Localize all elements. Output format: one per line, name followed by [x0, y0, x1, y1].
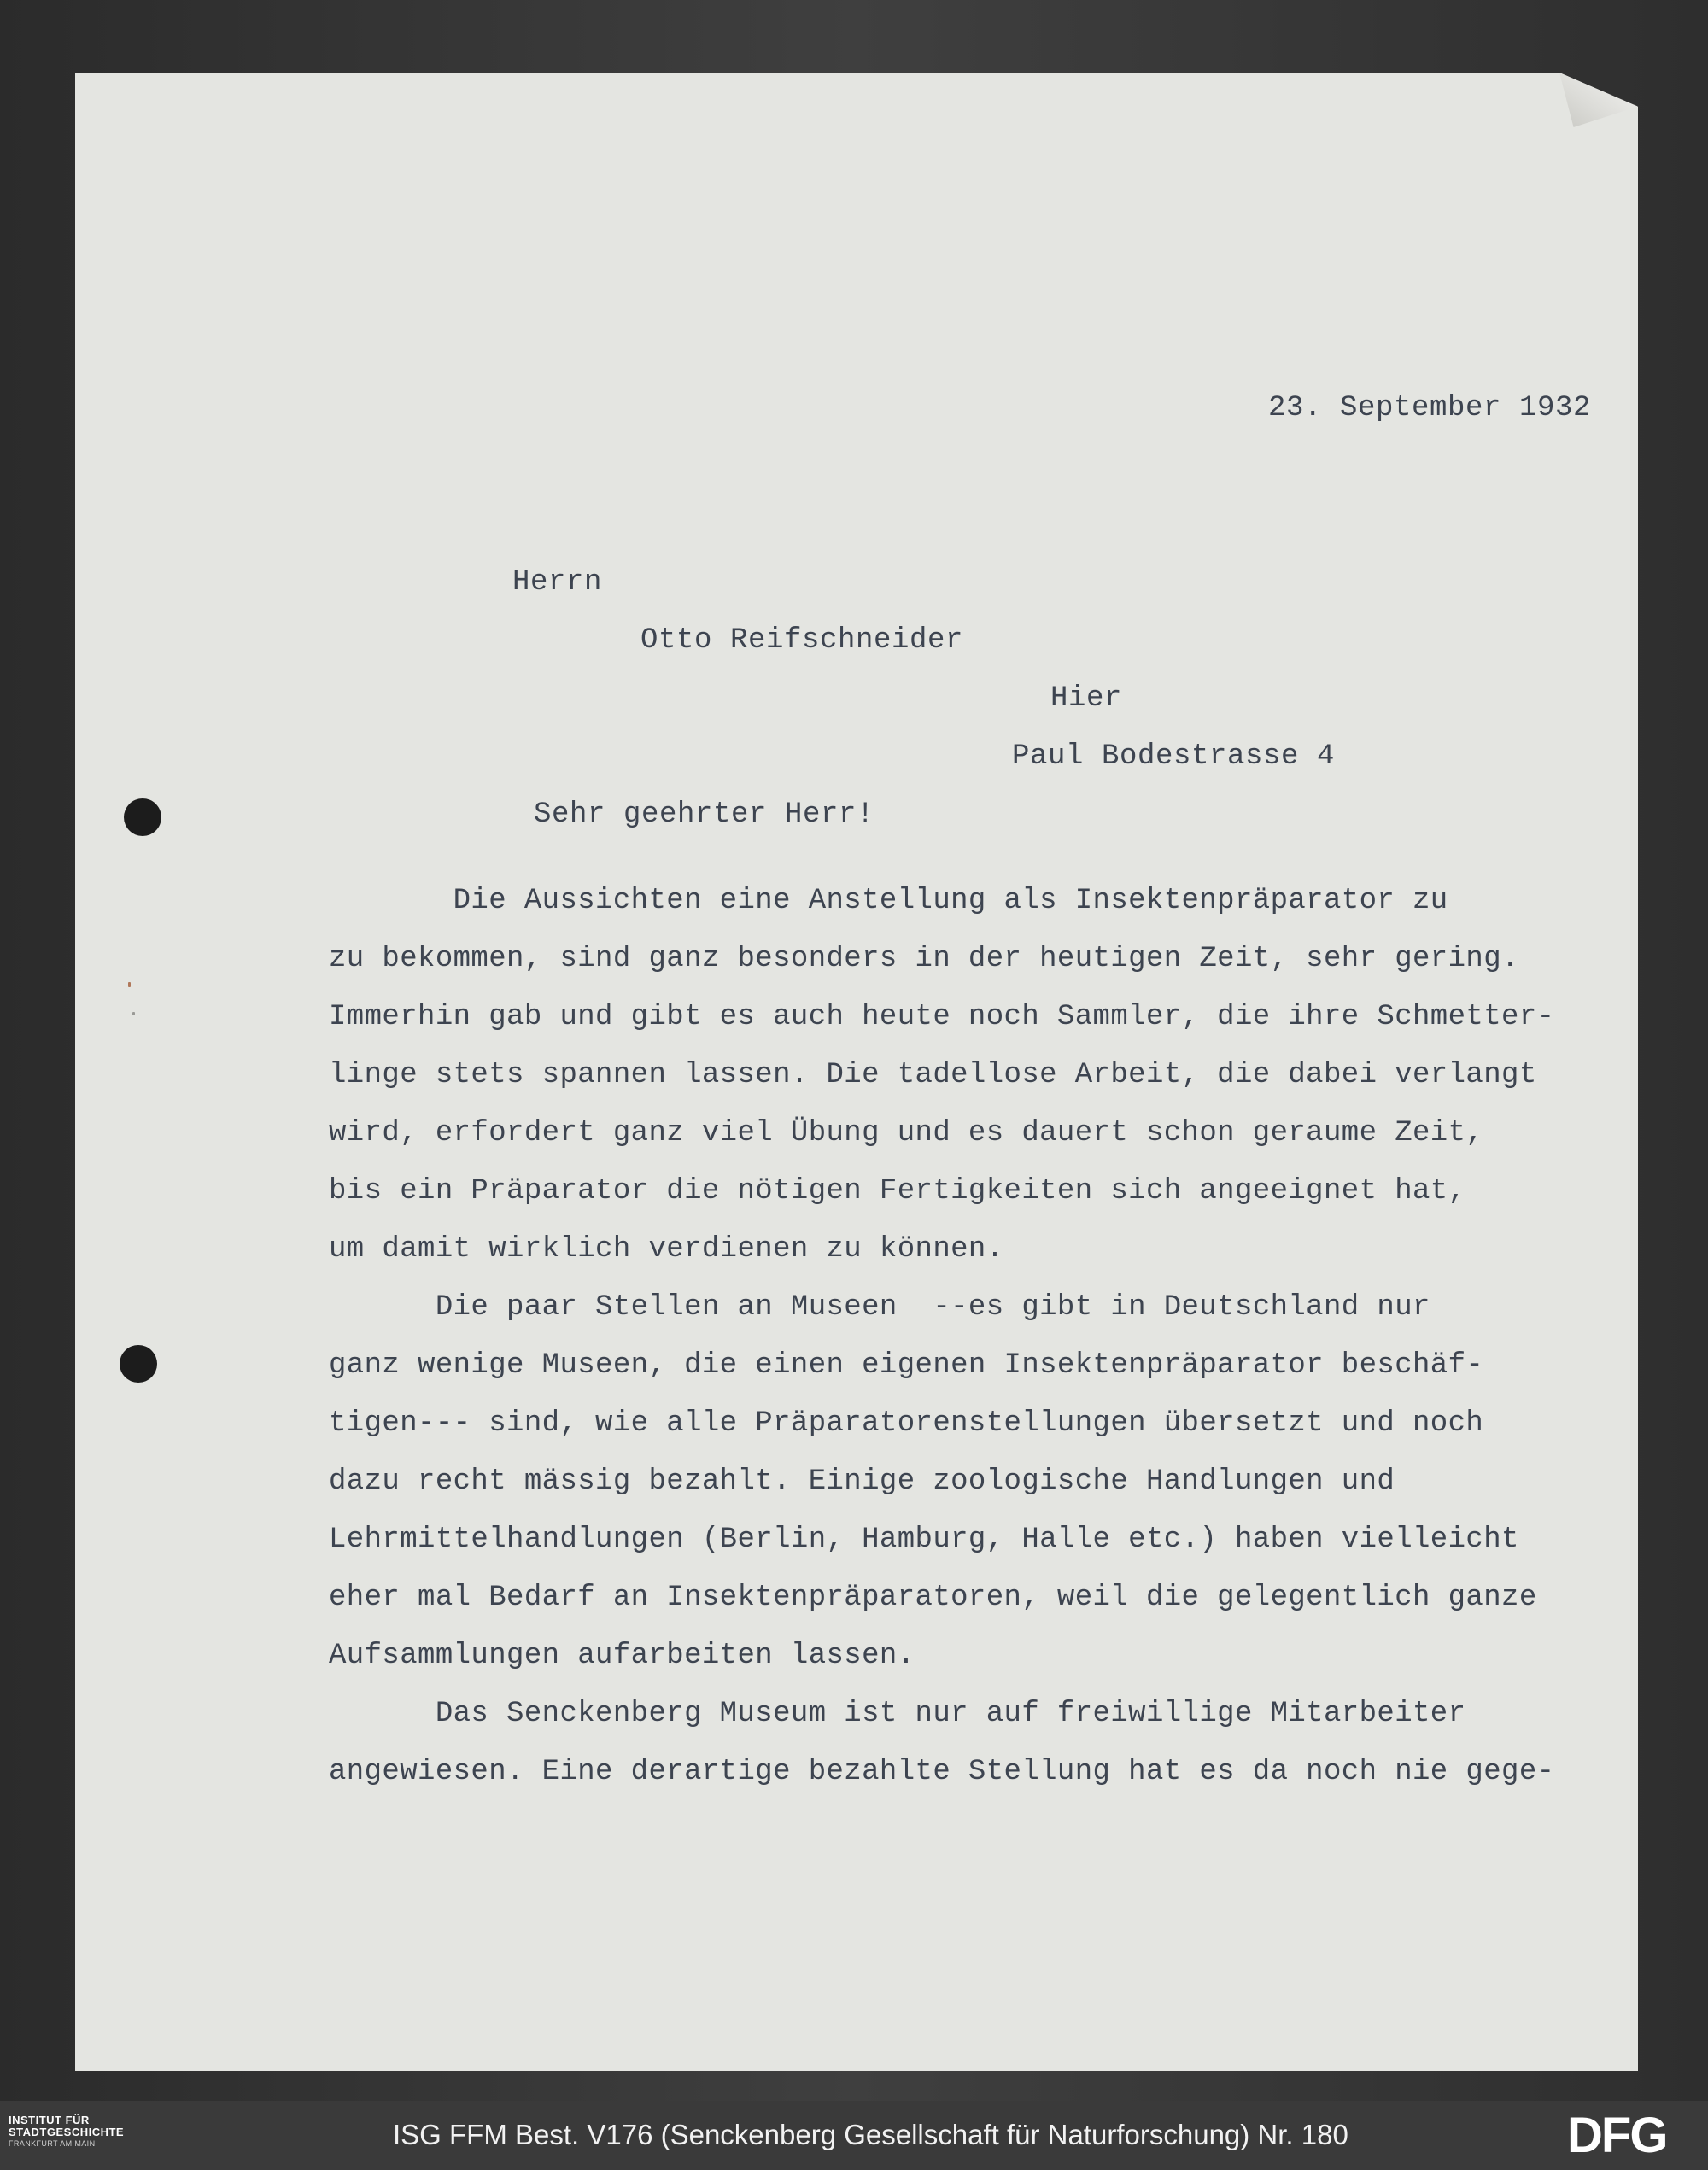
institute-logo [9, 2114, 145, 2149]
recipient-place: Hier [1050, 682, 1123, 715]
body-line: Die Aussichten eine Anstellung als Insektenpräparator zu [329, 885, 1448, 917]
body-line: linge stets spannen lassen. Die tadellose Arbeit, die dabei verlangt [329, 1059, 1537, 1091]
recipient-street: Paul Bodestrasse 4 [1012, 740, 1336, 773]
dfg-logo: DFG [1567, 2108, 1667, 2163]
body-line: ganz wenige Museen, die einen eigenen Insektenpräparator beschäf- [329, 1349, 1484, 1382]
body-line: angewiesen. Eine derartige bezahlte Stellung hat es da noch nie gege- [329, 1756, 1555, 1788]
institute-location: FRANKFURT AM MAIN [9, 2139, 96, 2148]
body-line: dazu recht mässig bezahlt. Einige zoologische Handlungen und [329, 1465, 1395, 1498]
body-line: zu bekommen, sind ganz besonders in der heutigen Zeit, sehr gering. [329, 943, 1519, 975]
body-line: tigen--- sind, wie alle Präparatorenstellungen übersetzt und noch [329, 1407, 1484, 1440]
recipient-name: Otto Reifschneider [640, 624, 964, 657]
letter-date: 23. September 1932 [1268, 392, 1592, 424]
archive-reference: ISG FFM Best. V176 (Senckenberg Gesellschaft für Naturforschung) Nr. 180 [393, 2119, 1348, 2150]
body-line: bis ein Präparator die nötigen Fertigkeiten sich angeeignet hat, [329, 1175, 1466, 1208]
punch-hole-icon [120, 1345, 157, 1383]
archive-footer [0, 2101, 1708, 2170]
body-line: eher mal Bedarf an Insektenpräparatoren, weil die gelegentlich ganze [329, 1582, 1537, 1614]
body-line: Aufsammlungen aufarbeiten lassen. [329, 1640, 915, 1672]
body-line: Die paar Stellen an Museen --es gibt in Deutschland nur [329, 1291, 1430, 1324]
institute-name-line: STADTGESCHICHTE [9, 2126, 125, 2138]
recipient-honorific: Herrn [512, 566, 603, 599]
body-line: Das Senckenberg Museum ist nur auf freiwillige Mitarbeiter [329, 1698, 1466, 1730]
body-line: um damit wirklich verdienen zu können. [329, 1233, 1004, 1266]
punch-hole-icon [124, 798, 161, 836]
body-line: wird, erfordert ganz viel Übung und es dauert schon geraume Zeit, [329, 1117, 1484, 1149]
body-line: Lehrmittelhandlungen (Berlin, Hamburg, Halle etc.) haben vielleicht [329, 1524, 1519, 1556]
ink-speck [132, 1012, 135, 1015]
body-line: Immerhin gab und gibt es auch heute noch Sammler, die ihre Schmetter- [329, 1001, 1555, 1033]
institute-name-line: INSTITUT FÜR [9, 2114, 90, 2126]
ink-speck [128, 982, 131, 987]
letter-salutation: Sehr geehrter Herr! [534, 798, 875, 831]
